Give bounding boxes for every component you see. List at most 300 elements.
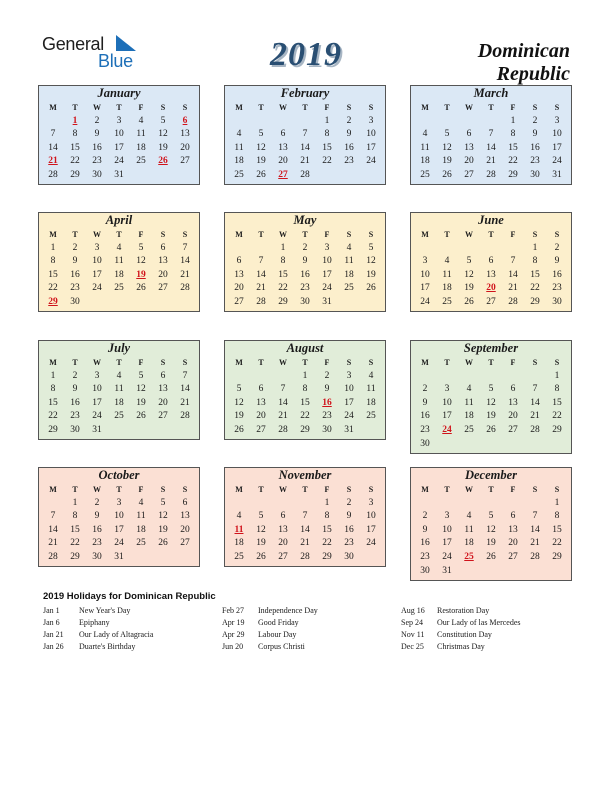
holiday-day-cell: 26 <box>158 156 168 167</box>
weekday-header: F <box>324 485 330 494</box>
month-title: August <box>286 341 324 355</box>
holiday-day-cell: 25 <box>464 551 474 562</box>
day-cell: 30 <box>344 551 354 562</box>
empty-day-cell <box>502 242 524 256</box>
empty-day-cell <box>228 242 250 256</box>
weekday-header: W <box>465 230 473 239</box>
empty-day-cell <box>524 370 546 384</box>
day-cell: 12 <box>486 524 496 535</box>
day-cell: 28 <box>530 551 540 562</box>
day-cell: 21 <box>530 538 540 549</box>
empty-day-cell <box>272 370 294 384</box>
day-cell: 22 <box>552 411 562 422</box>
day-cell: 31 <box>114 169 124 180</box>
day-cell: 27 <box>158 283 168 294</box>
weekday-header: T <box>488 230 494 239</box>
weekday-header: F <box>138 230 144 239</box>
day-cell: 14 <box>530 524 540 535</box>
day-cell: 19 <box>136 397 146 408</box>
holiday-row <box>43 605 153 617</box>
month-days-grid <box>411 228 571 310</box>
day-cell: 25 <box>136 538 146 549</box>
month-days-grid <box>39 483 199 565</box>
day-cell: 10 <box>442 397 452 408</box>
holiday-name: Our Lady of Altagracia <box>79 630 154 639</box>
day-cell: 6 <box>510 384 516 395</box>
empty-day-cell <box>250 242 272 256</box>
day-cell: 10 <box>114 129 124 140</box>
day-cell: 3 <box>444 511 450 522</box>
day-cell: 22 <box>48 283 58 294</box>
holiday-column <box>222 605 318 653</box>
day-cell: 13 <box>158 256 168 267</box>
month-may <box>224 212 386 312</box>
empty-day-cell <box>250 497 272 511</box>
day-cell: 13 <box>278 524 288 535</box>
month-october <box>38 467 200 567</box>
empty-day-cell <box>228 115 250 129</box>
empty-day-cell <box>458 497 480 511</box>
month-title: November <box>278 468 332 482</box>
day-cell: 27 <box>256 424 266 435</box>
weekday-header: W <box>93 103 101 112</box>
day-cell: 3 <box>346 370 352 381</box>
holidays-title: 2019 Holidays for Dominican Republic <box>43 591 216 602</box>
day-cell: 17 <box>344 397 354 408</box>
day-cell: 23 <box>300 283 310 294</box>
day-cell: 13 <box>486 269 496 280</box>
day-cell: 26 <box>256 551 266 562</box>
day-cell: 4 <box>422 129 428 140</box>
day-cell: 29 <box>278 296 288 307</box>
month-title: January <box>97 86 141 100</box>
day-cell: 19 <box>464 283 474 294</box>
day-cell: 18 <box>234 538 244 549</box>
weekday-header: T <box>116 103 122 112</box>
month-title: December <box>464 468 518 482</box>
weekday-header: M <box>49 103 57 112</box>
day-cell: 13 <box>234 269 244 280</box>
empty-day-cell <box>272 497 294 511</box>
day-cell: 17 <box>92 269 102 280</box>
day-cell: 2 <box>554 242 560 253</box>
day-cell: 24 <box>420 296 430 307</box>
day-cell: 12 <box>256 524 266 535</box>
day-cell: 27 <box>158 411 168 422</box>
month-august <box>224 340 386 440</box>
weekday-header: S <box>160 230 166 239</box>
day-cell: 26 <box>464 296 474 307</box>
holiday-date: Dec 25 <box>401 642 424 651</box>
day-cell: 1 <box>72 497 78 508</box>
day-cell: 28 <box>300 169 310 180</box>
day-cell: 28 <box>300 551 310 562</box>
holiday-column <box>43 605 153 653</box>
day-cell: 1 <box>554 497 560 508</box>
day-cell: 5 <box>466 256 472 267</box>
day-cell: 13 <box>256 397 266 408</box>
day-cell: 30 <box>420 565 430 576</box>
holiday-date: Apr 29 <box>222 630 245 639</box>
weekday-header: S <box>346 103 352 112</box>
day-cell: 25 <box>344 283 354 294</box>
day-cell: 26 <box>366 283 376 294</box>
day-cell: 17 <box>366 142 376 153</box>
day-cell: 16 <box>92 142 102 153</box>
day-cell: 16 <box>300 269 310 280</box>
day-cell: 23 <box>70 411 80 422</box>
empty-day-cell <box>458 242 480 256</box>
weekday-header: T <box>302 358 308 367</box>
empty-day-cell <box>458 115 480 129</box>
holiday-date: Sep 24 <box>401 618 423 627</box>
day-cell: 23 <box>92 156 102 167</box>
day-cell: 23 <box>420 551 430 562</box>
day-cell: 15 <box>70 524 80 535</box>
weekday-header: S <box>368 103 374 112</box>
day-cell: 20 <box>278 538 288 549</box>
day-cell: 5 <box>236 384 242 395</box>
empty-day-cell <box>414 115 436 129</box>
day-cell: 3 <box>554 115 560 126</box>
day-cell: 8 <box>554 511 560 522</box>
empty-day-cell <box>480 242 502 256</box>
day-cell: 18 <box>114 397 124 408</box>
day-cell: 23 <box>344 538 354 549</box>
month-title: March <box>473 86 509 100</box>
month-days-grid <box>225 101 385 183</box>
day-cell: 20 <box>508 411 518 422</box>
day-cell: 1 <box>302 370 308 381</box>
day-cell: 19 <box>158 524 168 535</box>
day-cell: 18 <box>420 156 430 167</box>
day-cell: 7 <box>50 511 56 522</box>
day-cell: 21 <box>278 411 288 422</box>
month-title: July <box>107 341 131 355</box>
holiday-name: Restoration Day <box>437 606 490 615</box>
day-cell: 10 <box>552 129 562 140</box>
day-cell: 24 <box>92 411 102 422</box>
day-cell: 7 <box>280 384 286 395</box>
empty-day-cell <box>414 497 436 511</box>
day-cell: 11 <box>442 269 452 280</box>
calendar-year: 2019 <box>270 36 342 73</box>
day-cell: 19 <box>486 538 496 549</box>
day-cell: 16 <box>420 538 430 549</box>
empty-day-cell <box>480 370 502 384</box>
weekday-header: S <box>160 103 166 112</box>
day-cell: 13 <box>180 129 190 140</box>
weekday-header: T <box>444 103 450 112</box>
day-cell: 27 <box>234 296 244 307</box>
day-cell: 9 <box>72 256 78 267</box>
day-cell: 2 <box>94 115 100 126</box>
day-cell: 21 <box>180 397 190 408</box>
day-cell: 30 <box>92 169 102 180</box>
day-cell: 12 <box>158 129 168 140</box>
day-cell: 24 <box>344 411 354 422</box>
weekday-header: S <box>160 358 166 367</box>
day-cell: 24 <box>442 551 452 562</box>
weekday-header: S <box>160 485 166 494</box>
month-title: June <box>478 213 504 227</box>
day-cell: 6 <box>510 511 516 522</box>
day-cell: 9 <box>346 511 352 522</box>
weekday-header: W <box>465 103 473 112</box>
day-cell: 22 <box>552 538 562 549</box>
day-cell: 1 <box>50 370 56 381</box>
holiday-date: Nov 11 <box>401 630 425 639</box>
month-days-grid <box>225 356 385 438</box>
empty-day-cell <box>42 497 64 511</box>
month-january <box>38 85 200 185</box>
day-cell: 19 <box>486 411 496 422</box>
holiday-row <box>401 605 521 617</box>
day-cell: 3 <box>94 370 100 381</box>
holiday-day-cell: 24 <box>442 424 452 435</box>
weekday-header: T <box>488 485 494 494</box>
day-cell: 6 <box>160 242 166 253</box>
weekday-header: S <box>532 230 538 239</box>
day-cell: 25 <box>114 283 124 294</box>
day-cell: 25 <box>234 551 244 562</box>
day-cell: 5 <box>488 384 494 395</box>
day-cell: 5 <box>138 370 144 381</box>
day-cell: 1 <box>554 370 560 381</box>
weekday-header: T <box>116 230 122 239</box>
holiday-date: Feb 27 <box>222 606 244 615</box>
day-cell: 10 <box>420 269 430 280</box>
day-cell: 3 <box>444 384 450 395</box>
day-cell: 4 <box>466 511 472 522</box>
day-cell: 27 <box>180 538 190 549</box>
day-cell: 27 <box>180 156 190 167</box>
day-cell: 24 <box>114 538 124 549</box>
month-title: September <box>463 341 519 355</box>
weekday-header: M <box>421 230 429 239</box>
day-cell: 12 <box>256 142 266 153</box>
month-april <box>38 212 200 312</box>
month-november <box>224 467 386 567</box>
day-cell: 30 <box>420 438 430 449</box>
day-cell: 31 <box>322 296 332 307</box>
day-cell: 20 <box>234 283 244 294</box>
day-cell: 25 <box>464 424 474 435</box>
weekday-header: F <box>510 358 516 367</box>
day-cell: 7 <box>302 129 308 140</box>
day-cell: 27 <box>508 551 518 562</box>
day-cell: 22 <box>322 156 332 167</box>
day-cell: 12 <box>158 511 168 522</box>
holiday-day-cell: 27 <box>278 169 288 180</box>
day-cell: 5 <box>258 511 264 522</box>
month-days-grid <box>39 228 199 310</box>
weekday-header: M <box>421 485 429 494</box>
day-cell: 14 <box>300 524 310 535</box>
empty-day-cell <box>502 370 524 384</box>
day-cell: 24 <box>114 156 124 167</box>
day-cell: 29 <box>300 424 310 435</box>
weekday-header: T <box>302 103 308 112</box>
weekday-header: M <box>235 485 243 494</box>
day-cell: 30 <box>552 296 562 307</box>
day-cell: 26 <box>136 283 146 294</box>
holiday-day-cell: 29 <box>48 296 58 307</box>
day-cell: 10 <box>322 256 332 267</box>
day-cell: 5 <box>488 511 494 522</box>
weekday-header: W <box>279 358 287 367</box>
holiday-date: Aug 16 <box>401 606 425 615</box>
day-cell: 17 <box>114 142 124 153</box>
day-cell: 26 <box>234 424 244 435</box>
day-cell: 30 <box>92 551 102 562</box>
day-cell: 22 <box>530 283 540 294</box>
day-cell: 9 <box>422 524 428 535</box>
weekday-header: S <box>182 103 188 112</box>
day-cell: 8 <box>50 384 56 395</box>
day-cell: 15 <box>70 142 80 153</box>
day-cell: 18 <box>464 538 474 549</box>
holiday-day-cell: 21 <box>48 156 58 167</box>
day-cell: 12 <box>136 384 146 395</box>
day-cell: 29 <box>70 169 80 180</box>
weekday-header: M <box>235 358 243 367</box>
day-cell: 12 <box>234 397 244 408</box>
holiday-name: New Year's Day <box>79 606 131 615</box>
day-cell: 2 <box>346 497 352 508</box>
day-cell: 21 <box>48 538 58 549</box>
day-cell: 28 <box>486 169 496 180</box>
holiday-name: Good Friday <box>258 618 299 627</box>
day-cell: 27 <box>278 551 288 562</box>
day-cell: 10 <box>92 384 102 395</box>
day-cell: 2 <box>72 242 78 253</box>
day-cell: 15 <box>552 524 562 535</box>
empty-day-cell <box>480 497 502 511</box>
day-cell: 9 <box>72 384 78 395</box>
day-cell: 24 <box>366 538 376 549</box>
day-cell: 5 <box>258 129 264 140</box>
day-cell: 11 <box>136 129 146 140</box>
month-days-grid <box>39 356 199 438</box>
day-cell: 4 <box>116 242 122 253</box>
holiday-day-cell: 16 <box>322 397 332 408</box>
day-cell: 14 <box>300 142 310 153</box>
day-cell: 14 <box>180 256 190 267</box>
empty-day-cell <box>228 497 250 511</box>
day-cell: 28 <box>48 169 58 180</box>
weekday-header: F <box>324 103 330 112</box>
day-cell: 4 <box>444 256 450 267</box>
holiday-day-cell: 19 <box>136 269 146 280</box>
day-cell: 7 <box>182 242 188 253</box>
day-cell: 28 <box>278 424 288 435</box>
day-cell: 8 <box>324 129 330 140</box>
weekday-header: T <box>302 230 308 239</box>
weekday-header: T <box>72 103 78 112</box>
weekday-header: T <box>444 358 450 367</box>
day-cell: 16 <box>70 397 80 408</box>
day-cell: 14 <box>48 524 58 535</box>
day-cell: 5 <box>160 115 166 126</box>
weekday-header: W <box>279 230 287 239</box>
day-cell: 27 <box>486 296 496 307</box>
empty-day-cell <box>480 115 502 129</box>
day-cell: 28 <box>48 551 58 562</box>
weekday-header: M <box>49 230 57 239</box>
country-name-line2: Republic <box>496 63 570 85</box>
day-cell: 24 <box>322 283 332 294</box>
day-cell: 14 <box>278 397 288 408</box>
day-cell: 29 <box>508 169 518 180</box>
empty-day-cell <box>42 115 64 129</box>
day-cell: 23 <box>70 283 80 294</box>
weekday-header: T <box>258 230 264 239</box>
day-cell: 5 <box>160 497 166 508</box>
day-cell: 26 <box>136 411 146 422</box>
day-cell: 3 <box>94 242 100 253</box>
day-cell: 15 <box>508 142 518 153</box>
day-cell: 12 <box>486 397 496 408</box>
day-cell: 3 <box>324 242 330 253</box>
day-cell: 17 <box>442 538 452 549</box>
month-december <box>410 467 572 581</box>
day-cell: 12 <box>366 256 376 267</box>
day-cell: 22 <box>70 156 80 167</box>
month-july <box>38 340 200 440</box>
day-cell: 12 <box>464 269 474 280</box>
day-cell: 2 <box>324 370 330 381</box>
weekday-header: T <box>258 358 264 367</box>
day-cell: 26 <box>486 551 496 562</box>
day-cell: 22 <box>322 538 332 549</box>
day-cell: 11 <box>136 511 146 522</box>
weekday-header: S <box>554 485 560 494</box>
weekday-header: W <box>279 103 287 112</box>
day-cell: 6 <box>280 511 286 522</box>
day-cell: 1 <box>324 497 330 508</box>
weekday-header: W <box>93 230 101 239</box>
holiday-name: Independence Day <box>258 606 318 615</box>
day-cell: 10 <box>344 384 354 395</box>
day-cell: 8 <box>302 384 308 395</box>
day-cell: 31 <box>442 565 452 576</box>
day-cell: 25 <box>136 156 146 167</box>
day-cell: 24 <box>552 156 562 167</box>
weekday-header: S <box>532 358 538 367</box>
day-cell: 21 <box>180 269 190 280</box>
day-cell: 18 <box>344 269 354 280</box>
day-cell: 17 <box>114 524 124 535</box>
day-cell: 19 <box>256 156 266 167</box>
day-cell: 15 <box>322 142 332 153</box>
day-cell: 7 <box>488 129 494 140</box>
holiday-date: Apr 19 <box>222 618 245 627</box>
day-cell: 18 <box>136 524 146 535</box>
day-cell: 17 <box>420 283 430 294</box>
day-cell: 20 <box>180 142 190 153</box>
holiday-row <box>222 605 318 617</box>
country-name <box>420 40 570 86</box>
holiday-date: Jan 21 <box>43 630 64 639</box>
weekday-header: M <box>235 230 243 239</box>
holiday-date: Jan 6 <box>43 618 60 627</box>
holiday-column <box>401 605 521 653</box>
day-cell: 20 <box>508 538 518 549</box>
day-cell: 17 <box>322 269 332 280</box>
day-cell: 4 <box>236 511 242 522</box>
weekday-header: T <box>488 358 494 367</box>
